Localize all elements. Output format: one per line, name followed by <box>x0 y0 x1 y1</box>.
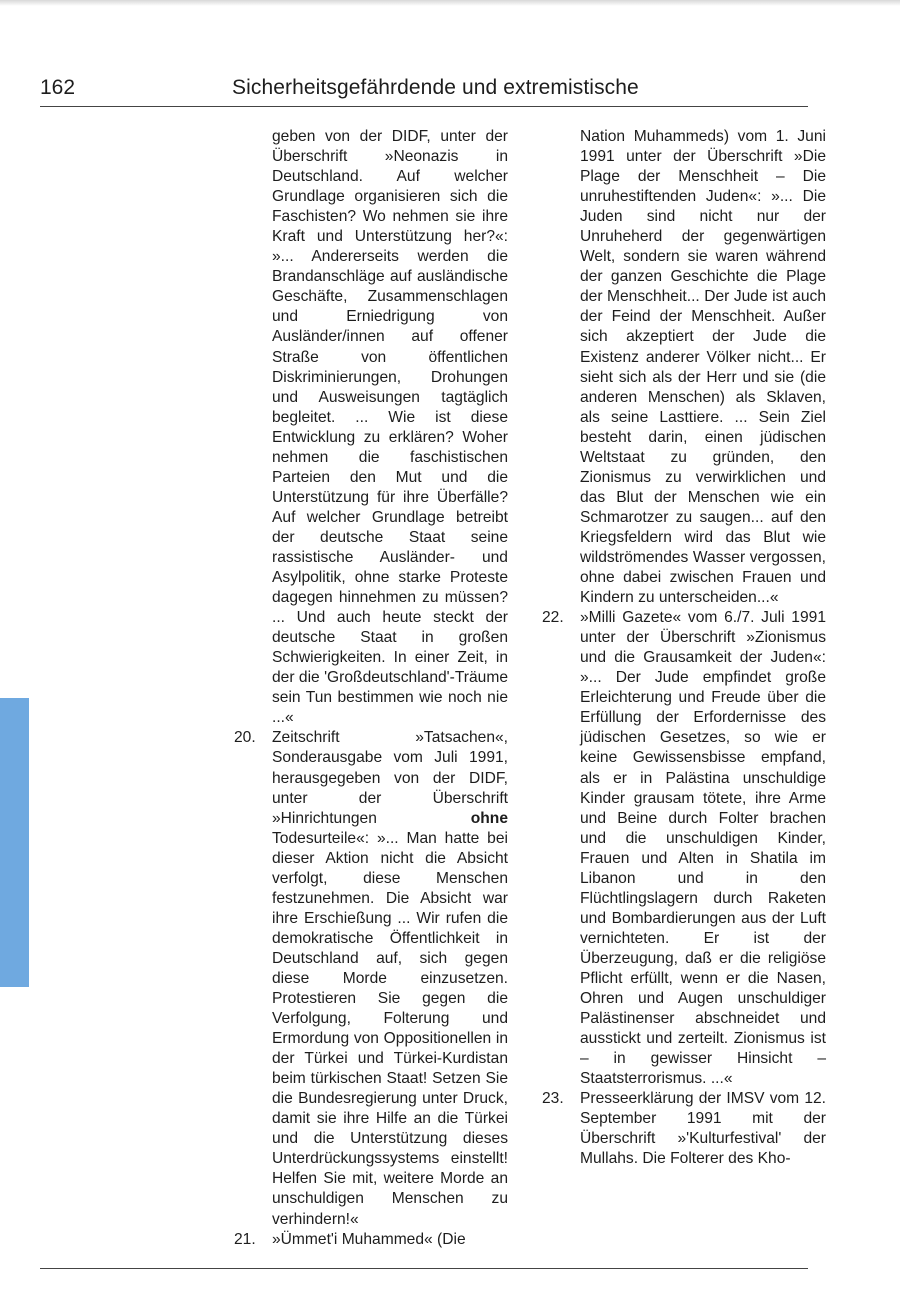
list-item-text-end: Todesurteile«: »... Man hatte bei dieser Aktion nicht die Absicht verfolgt, diese Menschen festzunehmen. Die Absicht war ihre Erschießung ... Wir rufen die demokratische Öffentlichkeit in Deutschland auf, sich gegen diese Morde einzusetzen. Protestieren Sie gegen die Verfolgung, Folterung und Ermordung von Oppositionellen in der Türkei und Türkei-Kurdistan beim türkischen Staat! Setzen Sie die Bundesregierung unter Druck, damit sie ihre Hilfe an die Türkei und die Unterstützung dieses Unterdrückungssystems einstellt! Helfen Sie mit, weitere Morde an unschuldigen Menschen zu verhindern!« <box>272 829 508 1228</box>
list-item-text-start: Zeitschrift »Tatsachen«, Sonderausgabe vom Juli 1991, herausgegeben von der DIDF, unter der Überschrift »Hinrichtungen <box>272 729 508 827</box>
list-item-number: 22. <box>542 609 564 627</box>
right-continuation-paragraph: Nation Muhammeds) vom 1. Juni 1991 unter der Überschrift »Die Plage der Menschheit – Die unruhestiftenden Juden«: »... Die Juden sind nicht nur der Unruheherd der gegenwärtigen Welt, sondern sie waren während der ganzen Geschichte die Plage der Menschheit... Der Jude ist auch der Feind der Menschheit. Außer sich akzeptiert der Jude die Existenz anderer Völker nicht... Er sieht sich als der Herr und sie (die anderen Menschen) als Sklaven, als seine Lasttiere. ... Sein Ziel besteht darin, einen jüdischen Weltstaat zu gründen, den Zionismus zu verwirklichen und das Blut der Menschen wie ein Schmarotzer zu saugen... auf den Kriegsfeldern wird das Blut wie wildströmendes Wasser vergossen, ohne dabei zwischen Frauen und Kindern zu unterscheiden...« <box>580 128 826 607</box>
right-column <box>542 127 826 1169</box>
running-title: Sicherheitsgefährdende und extremistische <box>232 76 639 99</box>
page-header <box>0 0 900 110</box>
list-item-text: »Ümmet'i Muhammed« (Die <box>272 1230 466 1248</box>
footer-rule <box>40 1268 808 1269</box>
list-item-text: »Milli Gazete« vom 6./7. Juli 1991 unter der Überschrift »Zionismus und die Grausamkeit der Juden«: »... Der Jude empfindet große Erleichterung und Freude über die Erfüllung der Erfordernisse des jüdischen Gesetzes, so wie er keine Gewissensbisse empfand, als er in Palästina unschuldige Kinder grausam tötete, ihre Arme und Beine durch Folter brachen und die unschuldigen Kinder, Frauen und Alten in Shatila im Libanon und in den Flüchtlingslagern durch Raketen und Bombardierungen aus der Luft vernichteten. Er ist der Überzeugung, daß er die religiöse Pflicht erfüllt, wenn er die Nasen, Ohren und Augen unschuldiger Palästinenser abschneidet und ausstickt und zerteilt. Zionismus ist – in gewisser Hinsicht – Staatsterrorismus. ...« <box>580 609 826 1088</box>
header-rule <box>40 106 808 107</box>
page-number: 162 <box>40 76 76 99</box>
list-item-20 <box>234 728 508 1229</box>
list-item-number: 21. <box>234 1230 256 1248</box>
list-item-number: 20. <box>234 729 256 747</box>
list-item-21 <box>234 1230 508 1250</box>
list-item-number: 23. <box>542 1090 564 1108</box>
list-item-22 <box>542 608 826 1089</box>
list-item-emphasis: ohne <box>470 809 508 827</box>
left-continuation-paragraph: geben von der DIDF, unter der Überschrift »Neonazis in Deutschland. Auf welcher Grundlage organisieren sich die Faschisten? Wo nehmen sie ihre Kraft und Unterstützung her?«: »... Andererseits werden die Brandanschläge auf ausländische Geschäfte, Zusammenschlagen und Erniedrigung von Ausländer/innen auf offener Straße von öffentlichen Diskriminierungen, Drohungen und Ausweisungen tagtäglich begleitet. ... Wie ist diese Entwicklung zu erklären? Woher nehmen die faschistischen Parteien den Mut und die Unterstützung für ihre Überfälle? Auf welcher Grundlage betreibt der deutsche Staat seine rassistische Ausländer- und Asylpolitik, ohne starke Proteste dagegen hinnehmen zu müssen? ... Und auch heute steckt der deutsche Staat in großen Schwierigkeiten. In einer Zeit, in der die 'Großdeutschland'-Träume sein Tun bestimmen wie noch nie ...« <box>272 128 508 727</box>
left-column <box>234 127 508 1250</box>
margin-marker-bar <box>0 698 29 987</box>
list-item-text: Presseerklärung der IMSV vom 12. September 1991 mit der Überschrift »'Kulturfestival' der Mullahs. Die Folterer des Kho- <box>580 1090 826 1168</box>
list-item-23 <box>542 1089 826 1169</box>
